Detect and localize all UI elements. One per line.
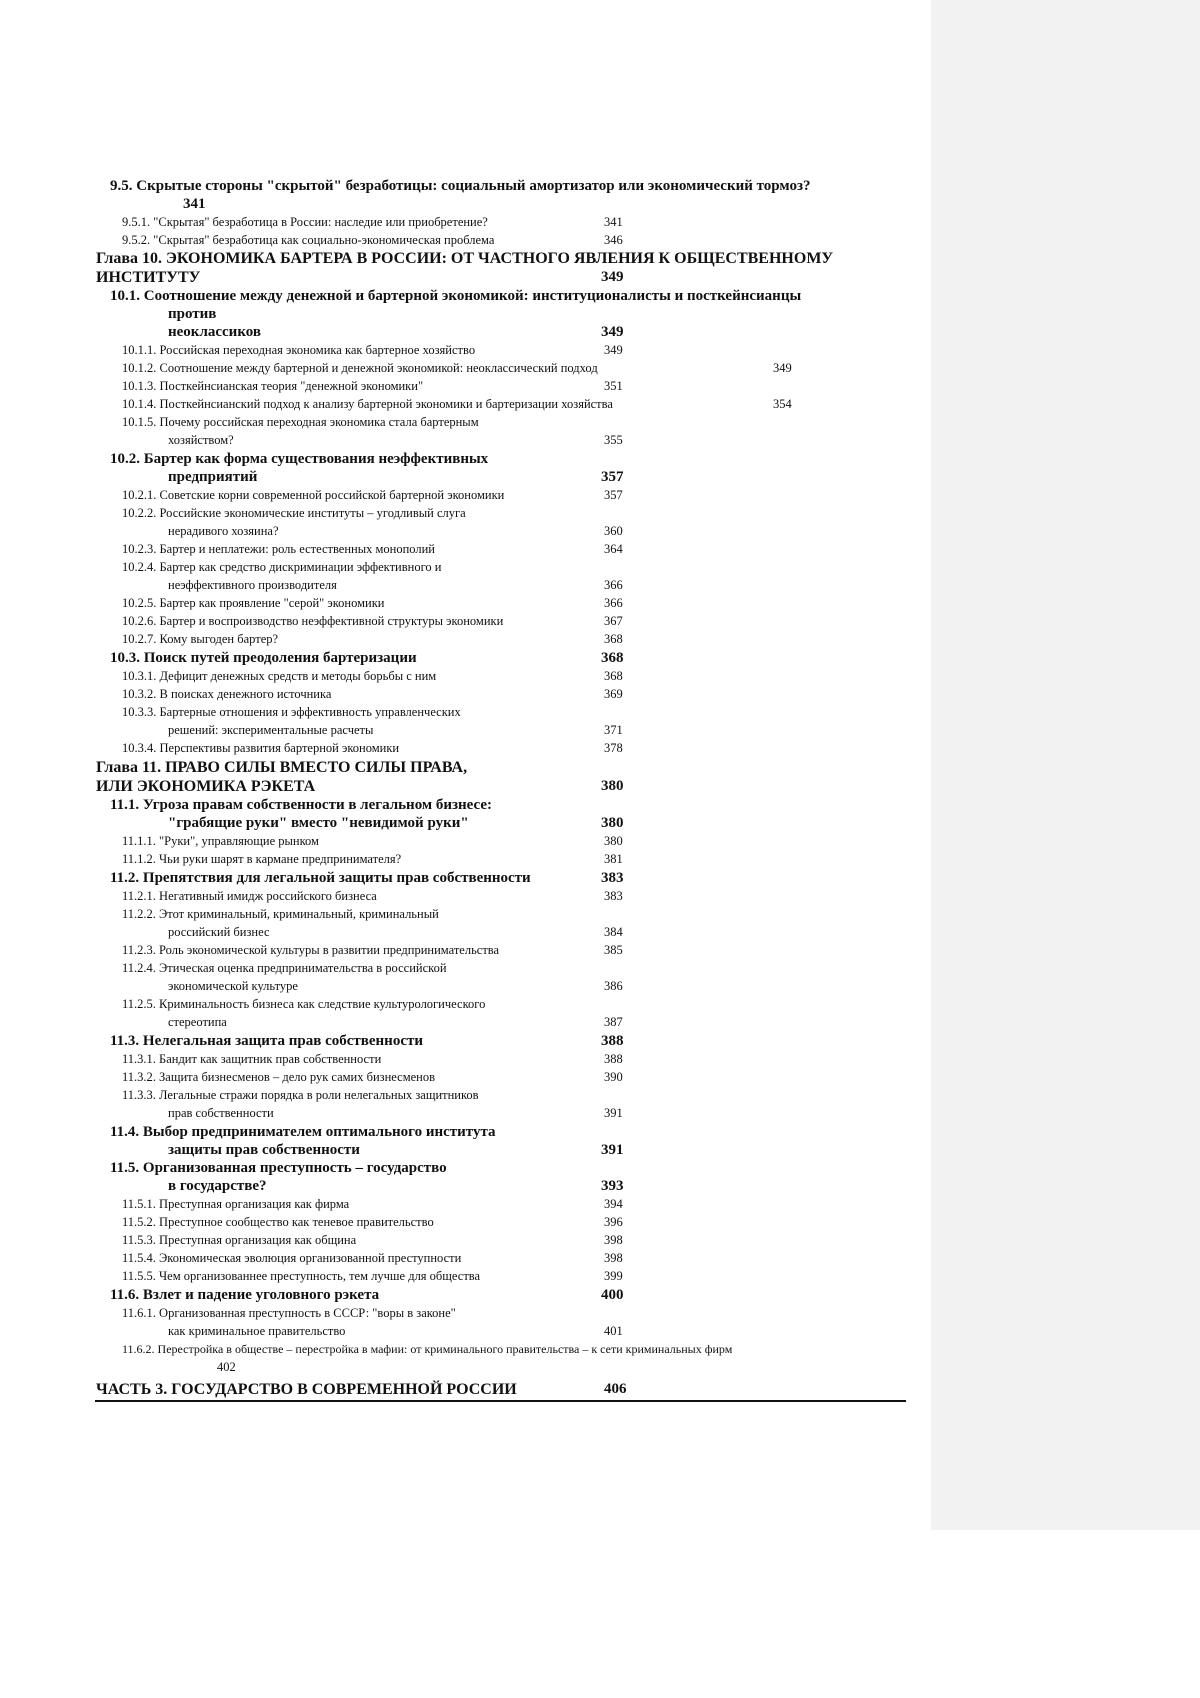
- toc-subsection-cont: прав собственности: [168, 1106, 274, 1120]
- toc-subsection-cont: нерадивого хозяина?: [168, 524, 279, 538]
- toc-subsection: 10.3.4. Перспективы развития бартерной экономики: [122, 741, 400, 755]
- toc-subsection: 11.3.3. Легальные стражи порядка в роли нелегальных защитников: [122, 1088, 479, 1102]
- toc-page-number: 391: [601, 1142, 624, 1158]
- toc-page-number: 380: [604, 834, 623, 848]
- toc-chapter-heading-cont: ИНСТИТУТУ: [96, 269, 201, 286]
- toc-page-number: 368: [601, 650, 624, 666]
- toc-section-heading-cont: неоклассиков: [168, 324, 261, 340]
- toc-page-number: 364: [604, 542, 623, 556]
- toc-subsection: 10.1.2. Соотношение между бартерной и денежной экономикой: неоклассический подход: [122, 361, 598, 375]
- toc-page-number: 383: [604, 889, 623, 903]
- toc-page-number: 391: [604, 1106, 623, 1120]
- toc-subsection-cont: экономической культуре: [168, 979, 298, 993]
- comment-margin-panel: [931, 0, 1200, 1530]
- toc-page-number: 406: [604, 1381, 627, 1397]
- toc-subsection: 11.1.1. "Руки", управляющие рынком: [122, 834, 319, 848]
- toc-page-number: 385: [604, 943, 623, 957]
- toc-subsection: 10.1.1. Российская переходная экономика как бартерное хозяйство: [122, 343, 476, 357]
- toc-page-number: 368: [604, 669, 623, 683]
- toc-subsection: 10.3.3. Бартерные отношения и эффективность управленческих: [122, 705, 461, 719]
- toc-section-heading: 11.1. Угроза правам собственности в легальном бизнесе:: [110, 797, 493, 813]
- toc-subsection: 10.2.3. Бартер и неплатежи: роль естественных монополий: [122, 542, 435, 556]
- toc-section-heading: 11.3. Нелегальная защита прав собственности: [110, 1033, 423, 1049]
- toc-section-heading-cont: против: [168, 306, 217, 322]
- toc-page-number: 398: [604, 1251, 623, 1265]
- toc-page-number: 384: [604, 925, 623, 939]
- toc-page-number: 378: [604, 741, 623, 755]
- toc-section-heading: 11.6. Взлет и падение уголовного рэкета: [110, 1287, 380, 1303]
- toc-page-number: 349: [601, 269, 624, 285]
- toc-section-heading: 10.2. Бартер как форма существования неэффективных: [110, 451, 489, 467]
- toc-subsection: 11.3.1. Бандит как защитник прав собственности: [122, 1052, 382, 1066]
- toc-subsection: 11.2.2. Этот криминальный, криминальный, криминальный: [122, 907, 439, 921]
- toc-subsection: 11.5.4. Экономическая эволюция организованной преступности: [122, 1251, 462, 1265]
- toc-page-number: 349: [604, 343, 623, 357]
- toc-part-heading: ЧАСТЬ 3. ГОСУДАРСТВО В СОВРЕМЕННОЙ РОССИИ: [96, 1381, 517, 1398]
- toc-subsection: 11.5.1. Преступная организация как фирма: [122, 1197, 350, 1211]
- toc-page-number: 388: [601, 1033, 624, 1049]
- toc-page-number: 387: [604, 1015, 623, 1029]
- toc-page-number: 380: [601, 778, 624, 794]
- toc-subsection: 10.1.4. Посткейнсианский подход к анализу бартерной экономики и бартеризации хозяйства: [122, 397, 613, 411]
- toc-section-heading: 9.5. Скрытые стороны "скрытой" безработицы: социальный амортизатор или экономический тормоз?: [110, 178, 811, 194]
- toc-subsection: 11.5.5. Чем организованнее преступность, тем лучше для общества: [122, 1269, 481, 1283]
- toc-section-heading-cont: "грабящие руки" вместо "невидимой руки": [168, 815, 469, 831]
- toc-subsection: 10.2.2. Российские экономические институты – угодливый слуга: [122, 506, 466, 520]
- toc-subsection: 10.2.4. Бартер как средство дискриминации эффективного и: [122, 560, 442, 574]
- toc-subsection: 11.5.3. Преступная организация как община: [122, 1233, 357, 1247]
- toc-page-number: 357: [601, 469, 624, 485]
- toc-chapter-heading: Глава 11. ПРАВО СИЛЫ ВМЕСТО СИЛЫ ПРАВА,: [96, 759, 468, 776]
- toc-page-number: 349: [601, 324, 624, 340]
- toc-subsection: 11.2.1. Негативный имидж российского бизнеса: [122, 889, 377, 903]
- toc-subsection: 11.3.2. Защита бизнесменов – дело рук самих бизнесменов: [122, 1070, 435, 1084]
- toc-subsection: 10.2.6. Бартер и воспроизводство неэффективной структуры экономики: [122, 614, 504, 628]
- toc-page-number: 354: [773, 397, 792, 411]
- toc-page-number: 355: [604, 433, 623, 447]
- toc-section-heading: 11.5. Организованная преступность – государство: [110, 1160, 447, 1176]
- toc-page-number: 341: [604, 215, 623, 229]
- toc-page-number: 366: [604, 578, 623, 592]
- toc-subsection: 10.2.7. Кому выгоден бартер?: [122, 632, 279, 646]
- toc-subsection: 11.6.1. Организованная преступность в СССР: "воры в законе": [122, 1306, 456, 1320]
- toc-page-number: 351: [604, 379, 623, 393]
- toc-subsection: 9.5.2. "Скрытая" безработица как социально-экономическая проблема: [122, 233, 495, 247]
- toc-page-number: 398: [604, 1233, 623, 1247]
- toc-page-number: 349: [773, 361, 792, 375]
- toc-subsection: 10.1.3. Посткейнсианская теория "денежной экономики": [122, 379, 424, 393]
- toc-page-number: 393: [601, 1178, 624, 1194]
- toc-section-heading: 11.4. Выбор предпринимателем оптимального института: [110, 1124, 496, 1140]
- toc-subsection: 10.3.2. В поисках денежного источника: [122, 687, 332, 701]
- toc-page-number: 381: [604, 852, 623, 866]
- toc-subsection-cont: неэффективного производителя: [168, 578, 337, 592]
- toc-subsection: 10.3.1. Дефицит денежных средств и методы борьбы с ним: [122, 669, 437, 683]
- toc-page-number: 367: [604, 614, 623, 628]
- toc-section-heading-cont: защиты прав собственности: [168, 1142, 360, 1158]
- toc-subsection: 11.6.2. Перестройка в обществе – перестройка в мафии: от криминального правительства – к сети криминальных фирм: [122, 1342, 733, 1356]
- toc-page-number: 380: [601, 815, 624, 831]
- toc-page-number: 357: [604, 488, 623, 502]
- toc-page-number: 360: [604, 524, 623, 538]
- toc-subsection: 10.1.5. Почему российская переходная экономика стала бартерным: [122, 415, 479, 429]
- toc-page-number: 341: [183, 196, 206, 212]
- toc-subsection: 11.2.3. Роль экономической культуры в развитии предпринимательства: [122, 943, 500, 957]
- toc-section-heading: 11.2. Препятствия для легальной защиты прав собственности: [110, 870, 531, 886]
- toc-section-heading: 10.3. Поиск путей преодоления бартеризации: [110, 650, 417, 666]
- toc-subsection: 11.5.2. Преступное сообщество как теневое правительство: [122, 1215, 434, 1229]
- toc-page-number: 401: [604, 1324, 623, 1338]
- toc-subsection-cont: российский бизнес: [168, 925, 270, 939]
- toc-page-number: 390: [604, 1070, 623, 1084]
- toc-subsection-cont: решений: экспериментальные расчеты: [168, 723, 374, 737]
- toc-subsection: 10.2.1. Советские корни современной российской бартерной экономики: [122, 488, 505, 502]
- toc-subsection-cont: хозяйством?: [168, 433, 234, 447]
- toc-page-number: 366: [604, 596, 623, 610]
- part-underline: [95, 1400, 906, 1402]
- toc-page-number: 399: [604, 1269, 623, 1283]
- toc-subsection: 11.2.5. Криминальность бизнеса как следствие культурологического: [122, 997, 486, 1011]
- toc-page-number: 394: [604, 1197, 623, 1211]
- toc-section-heading-cont: в государстве?: [168, 1178, 267, 1194]
- toc-page-number: 371: [604, 723, 623, 737]
- toc-subsection: 10.2.5. Бартер как проявление "серой" экономики: [122, 596, 385, 610]
- toc-page-number: 386: [604, 979, 623, 993]
- toc-chapter-heading-cont: ИЛИ ЭКОНОМИКА РЭКЕТА: [96, 778, 316, 795]
- toc-page-number: 402: [217, 1360, 236, 1374]
- toc-section-heading: 10.1. Соотношение между денежной и бартерной экономикой: институционалисты и посткейнсианцы: [110, 288, 802, 304]
- toc-page-number: 396: [604, 1215, 623, 1229]
- toc-page-number: 368: [604, 632, 623, 646]
- toc-page-number: 369: [604, 687, 623, 701]
- toc-page-number: 400: [601, 1287, 624, 1303]
- toc-subsection-cont: как криминальное правительство: [168, 1324, 346, 1338]
- toc-chapter-heading: Глава 10. ЭКОНОМИКА БАРТЕРА В РОССИИ: ОТ ЧАСТНОГО ЯВЛЕНИЯ К ОБЩЕСТВЕННОМУ: [96, 250, 834, 267]
- toc-subsection: 11.2.4. Этическая оценка предпринимательства в российской: [122, 961, 447, 975]
- toc-subsection-cont: стереотипа: [168, 1015, 227, 1029]
- toc-page-number: 346: [604, 233, 623, 247]
- toc-subsection: 11.1.2. Чьи руки шарят в кармане предпринимателя?: [122, 852, 402, 866]
- toc-page-number: 383: [601, 870, 624, 886]
- toc-subsection: 9.5.1. "Скрытая" безработица в России: наследие или приобретение?: [122, 215, 488, 229]
- toc-page-number: 388: [604, 1052, 623, 1066]
- toc-section-heading-cont: предприятий: [168, 469, 258, 485]
